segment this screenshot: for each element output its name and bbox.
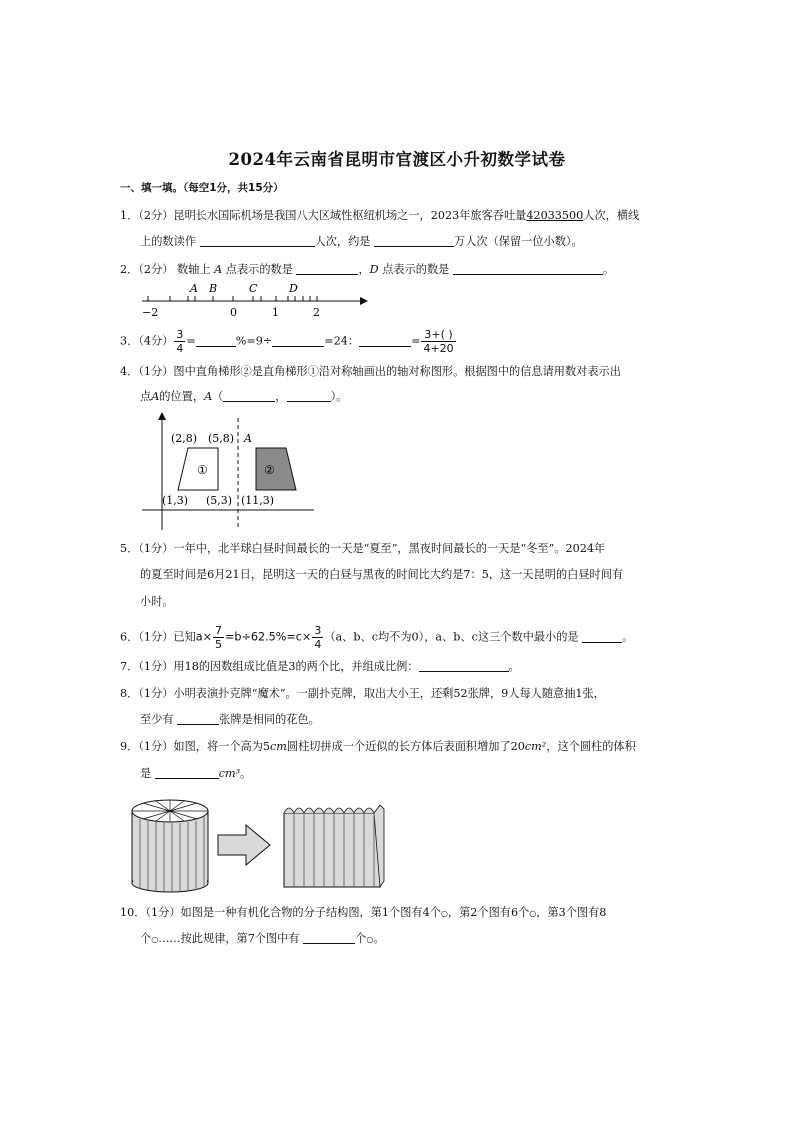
underlined-number: 42033500: [526, 209, 584, 222]
question-number: 9．: [120, 740, 139, 753]
question-text: 圆柱切拼成一个近似的长方体后表面积增加了20: [286, 740, 525, 753]
question-number: 7．: [120, 660, 139, 673]
small-circle-icon: ○: [440, 909, 448, 918]
question-8-line-1: [120, 686, 605, 702]
unit-text: cm³: [218, 767, 241, 780]
cylinder-figure: [128, 795, 390, 895]
small-circle-icon: ○: [366, 935, 374, 944]
trapezoid-figure: [138, 410, 318, 532]
question-7-line: [120, 659, 520, 675]
question-text: 至少有: [140, 713, 174, 726]
axis-letter-C: C: [249, 282, 258, 295]
question-text: 。: [508, 660, 520, 673]
fraction: [213, 624, 224, 651]
fraction-denominator: 5: [215, 638, 223, 651]
question-text: ，: [275, 390, 287, 403]
question-number: 4．: [120, 365, 139, 378]
question-text: 图中直角梯形②是直角梯形①沿对称轴画出的轴对称图形。根据图中的信息请用数对表示出: [173, 365, 621, 378]
question-10-line-2: [140, 931, 385, 948]
question-text: 是: [140, 767, 152, 780]
question-text: ，: [358, 263, 370, 276]
answer-blank[interactable]: [296, 262, 358, 275]
arrow-icon: [158, 412, 166, 420]
fraction-numerator: 3: [314, 624, 322, 637]
question-text: 人次，约是: [314, 235, 371, 248]
answer-blank[interactable]: [419, 659, 509, 672]
fraction-numerator: 3+( ): [421, 328, 455, 342]
question-score: （2分）: [138, 209, 174, 222]
math-symbol: =: [411, 334, 421, 348]
math-text: =24：: [324, 334, 360, 348]
question-text: 人次，横线: [583, 209, 640, 222]
answer-blank[interactable]: [303, 931, 355, 944]
question-8-line-2: [140, 712, 320, 728]
answer-blank[interactable]: [155, 766, 219, 779]
question-text: 。: [373, 932, 385, 945]
trapezoid-2: [256, 448, 296, 490]
question-9-line-1: [120, 739, 636, 755]
axis-letter-B: B: [209, 282, 218, 295]
arrow-right-icon: [218, 825, 270, 865]
question-number: 3．: [120, 334, 139, 348]
question-text: 小明表演扑克牌“魔术”。一副扑克牌，取出大小王，还剩52张牌，9人每人随意抽1张，: [173, 687, 605, 700]
coord-label: (11,3): [241, 494, 275, 507]
question-text: 用18的因数组成比值是3的两个比，并组成比例：: [173, 660, 419, 673]
point-label: A: [151, 390, 160, 403]
section-heading: 一、填一填。（每空1分，共15分）: [120, 182, 284, 194]
answer-blank[interactable]: [453, 262, 603, 275]
question-4-line-1: [120, 364, 621, 380]
question-score: （1分）: [138, 542, 174, 555]
answer-blank[interactable]: [374, 234, 454, 247]
tick-label: 0: [230, 306, 237, 319]
question-text: 。: [622, 630, 634, 644]
question-text: （a、b、c均不为0），a、b、c这三个数中最小的是: [324, 630, 579, 644]
shape-label-2: ②: [264, 463, 275, 477]
question-10-line-1: [120, 905, 606, 922]
answer-blank[interactable]: [200, 234, 315, 247]
answer-blank[interactable]: [177, 712, 219, 725]
question-text: 上的数读作: [140, 235, 196, 248]
question-text: 的位置，: [159, 390, 205, 403]
answer-blank[interactable]: [196, 334, 236, 347]
unit-text: cm²: [524, 740, 547, 753]
answer-blank[interactable]: [223, 389, 275, 402]
question-text: 点表示的数是: [382, 263, 450, 276]
point-label-A: A: [244, 432, 252, 445]
question-2-line-1: [120, 262, 614, 278]
question-text: 如图是一种有机化合物的分子结构图，第1个图有4个: [180, 906, 441, 919]
question-6-line: [120, 624, 633, 651]
fraction-denominator: 4: [176, 342, 184, 355]
question-text: （: [212, 390, 224, 403]
coord-label: (5,8): [208, 432, 235, 445]
coord-label: (1,3): [162, 494, 189, 507]
question-score: （1分）: [138, 740, 174, 753]
question-1-line-1: [120, 208, 639, 224]
question-score: （1分）: [138, 687, 174, 700]
fraction-numerator: 3: [176, 328, 184, 341]
axis-letter-D: D: [289, 282, 298, 295]
question-score: （1分）: [138, 630, 174, 644]
question-number: 1．: [120, 209, 139, 222]
answer-blank[interactable]: [582, 630, 622, 643]
question-text: 个: [140, 932, 152, 945]
coord-label: (2,8): [171, 432, 198, 445]
math-symbol: =: [186, 334, 196, 348]
fraction: [421, 328, 455, 355]
question-number: 6．: [120, 630, 139, 644]
number-line-figure: [138, 278, 368, 322]
question-text: 昆明长水国际机场是我国八大区域性枢纽机场之一，2023年旅客吞吐量: [173, 209, 527, 222]
small-circle-icon: ○: [151, 935, 159, 944]
cuboid-body: [284, 813, 380, 887]
unit-text: cm: [270, 740, 287, 753]
question-text: 点: [140, 390, 152, 403]
question-score: （4分）: [138, 334, 174, 348]
question-score: （1分）: [138, 365, 174, 378]
question-text: 个: [355, 932, 367, 945]
question-1-line-2: [140, 234, 583, 250]
question-3-line: [120, 328, 457, 355]
fraction: [174, 328, 185, 355]
tick-label: 1: [272, 306, 279, 319]
shape-label-1: ①: [197, 463, 208, 477]
question-number: 8．: [120, 687, 139, 700]
question-text: 。: [240, 767, 252, 780]
question-text: ）。: [330, 390, 348, 403]
question-number: 2．: [120, 263, 139, 276]
question-text: ，第2个图有6个: [447, 906, 530, 919]
axis-letter-A: A: [190, 282, 198, 295]
point-label: D: [369, 263, 379, 276]
question-text: 张牌是相同的花色。: [219, 713, 320, 726]
question-text: 。: [602, 263, 615, 276]
question-text: ，这个圆柱的体积: [546, 740, 636, 753]
question-9-line-2: [140, 766, 251, 782]
question-score: （1分）: [145, 906, 181, 919]
question-4-line-2: [140, 389, 347, 405]
question-number: 5．: [120, 542, 139, 555]
math-text: =b÷62.5%=c×: [225, 630, 312, 644]
question-5-line-2: 的夏至时间是6月21日，昆明这一天的白昼与黑夜的时间比大约是7：5，这一天昆明的白昼时间有: [140, 568, 624, 581]
question-5-line-3: 小时。: [140, 595, 174, 608]
tick-label: 2: [313, 306, 320, 319]
question-score: （2分）: [138, 263, 174, 276]
math-text: %=9÷: [235, 334, 273, 348]
question-score: （1分）: [138, 660, 174, 673]
answer-blank[interactable]: [359, 334, 411, 347]
question-text: 如图，将一个高为5: [173, 740, 271, 753]
fraction-numerator: 7: [215, 624, 223, 637]
question-text: 一年中，北半球白昼时间最长的一天是“夏至”，黑夜时间最长的一天是“冬至”。2024年: [173, 542, 606, 555]
fraction: [312, 624, 323, 651]
answer-blank[interactable]: [287, 389, 331, 402]
question-5-line-1: [120, 541, 605, 557]
point-label: A: [214, 263, 223, 276]
question-text: ，第3个图有8: [536, 906, 607, 919]
page-title: 2024年云南省昆明市官渡区小升初数学试卷: [228, 150, 566, 169]
question-text: ……按此规律，第7个图中有: [158, 932, 300, 945]
question-text: 万人次（保留一位小数）。: [454, 235, 583, 248]
math-text: 已知a×: [173, 630, 213, 644]
answer-blank[interactable]: [272, 334, 324, 347]
question-text: 数轴上: [176, 263, 211, 276]
small-circle-icon: ○: [529, 909, 537, 918]
question-number: 10．: [120, 906, 146, 919]
tick-label: −2: [142, 306, 159, 319]
fraction-denominator: 4+20: [423, 342, 454, 355]
fraction-denominator: 4: [314, 638, 322, 651]
point-label: A: [204, 390, 213, 403]
arrow-icon: [360, 297, 368, 305]
coord-label: (5,3): [206, 494, 233, 507]
question-text: 点表示的数是: [225, 263, 293, 276]
